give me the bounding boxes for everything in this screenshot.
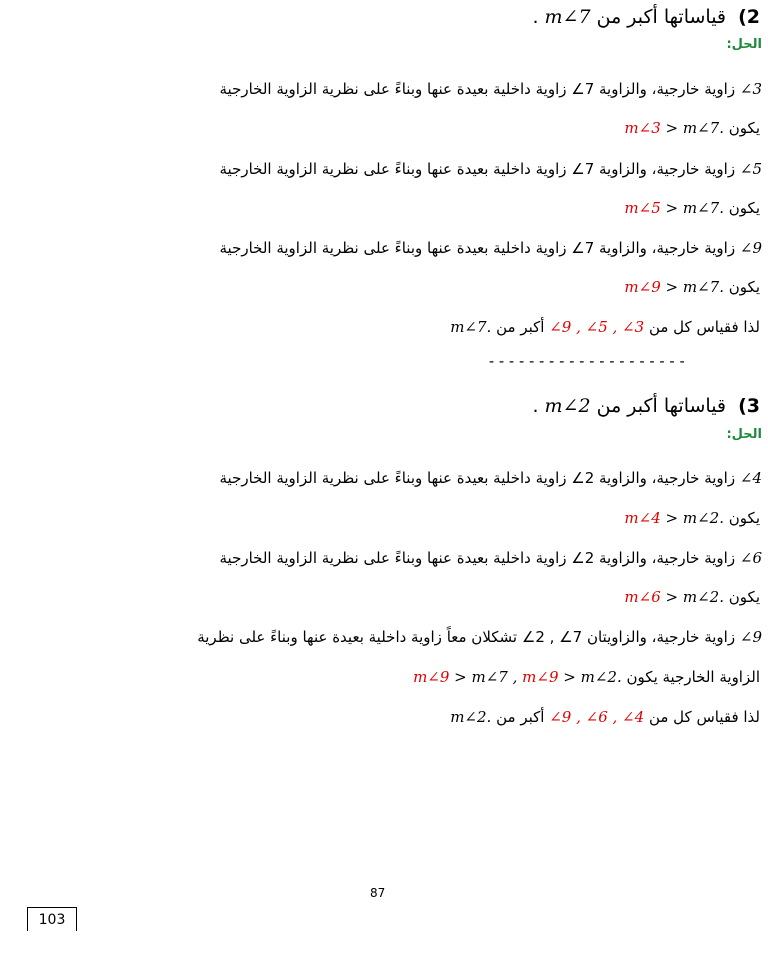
section-divider: -------------------- (487, 352, 688, 370)
s2-item2-line2: يكون m∠5 > m∠7. (624, 199, 760, 217)
s3-item1-line2: يكون m∠4 > m∠2. (624, 509, 760, 527)
page-index-box: 103 (27, 907, 77, 931)
section-2-heading: 2) قياساتها أكبر من m∠7 . (532, 6, 760, 28)
s2-item3-line1: ∠9 زاوية خارجية، والزاوية 7∠ زاوية داخلية بعيدة عنها وبناءً على نظرية الزاوية الخارجية (219, 239, 762, 257)
s2-item2-line1: ∠5 زاوية خارجية، والزاوية 7∠ زاوية داخلية بعيدة عنها وبناءً على نظرية الزاوية الخارجية (219, 160, 762, 178)
section-3-solution-label: الحل: (726, 427, 762, 442)
s3-item2-line2: يكون m∠6 > m∠2. (624, 588, 760, 606)
s3-item2-line1: ∠6 زاوية خارجية، والزاوية 2∠ زاوية داخلية بعيدة عنها وبناءً على نظرية الزاوية الخارجية (219, 549, 762, 567)
s3-conclusion: لذا فقياس كل من ∠9 , ∠6 , ∠4 أكبر من m∠2. (450, 708, 760, 726)
s3-item3-line2: الزاوية الخارجية يكون m∠9 > m∠7 , m∠9 > m∠2. (413, 668, 760, 686)
s2-conclusion: لذا فقياس كل من ∠9 , ∠5 , ∠3 أكبر من m∠7. (450, 318, 760, 336)
section-2-solution-label: الحل: (726, 37, 762, 52)
page-number: 87 (370, 886, 386, 900)
section-3-heading: 3) قياساتها أكبر من m∠2 . (532, 395, 760, 417)
s2-item1-line2: يكون m∠3 > m∠7. (624, 119, 760, 137)
s3-item3-line1: ∠9 زاوية خارجية، والزاويتان 7∠ , 2∠ تشكلان معاً زاوية داخلية بعيدة عنها وبناءً على نظرية (197, 628, 762, 646)
s2-item1-line1: ∠3 زاوية خارجية، والزاوية 7∠ زاوية داخلية بعيدة عنها وبناءً على نظرية الزاوية الخارجية (219, 80, 762, 98)
s2-item3-line2: يكون m∠9 > m∠7. (624, 278, 760, 296)
s3-item1-line1: ∠4 زاوية خارجية، والزاوية 2∠ زاوية داخلية بعيدة عنها وبناءً على نظرية الزاوية الخارجية (219, 469, 762, 487)
